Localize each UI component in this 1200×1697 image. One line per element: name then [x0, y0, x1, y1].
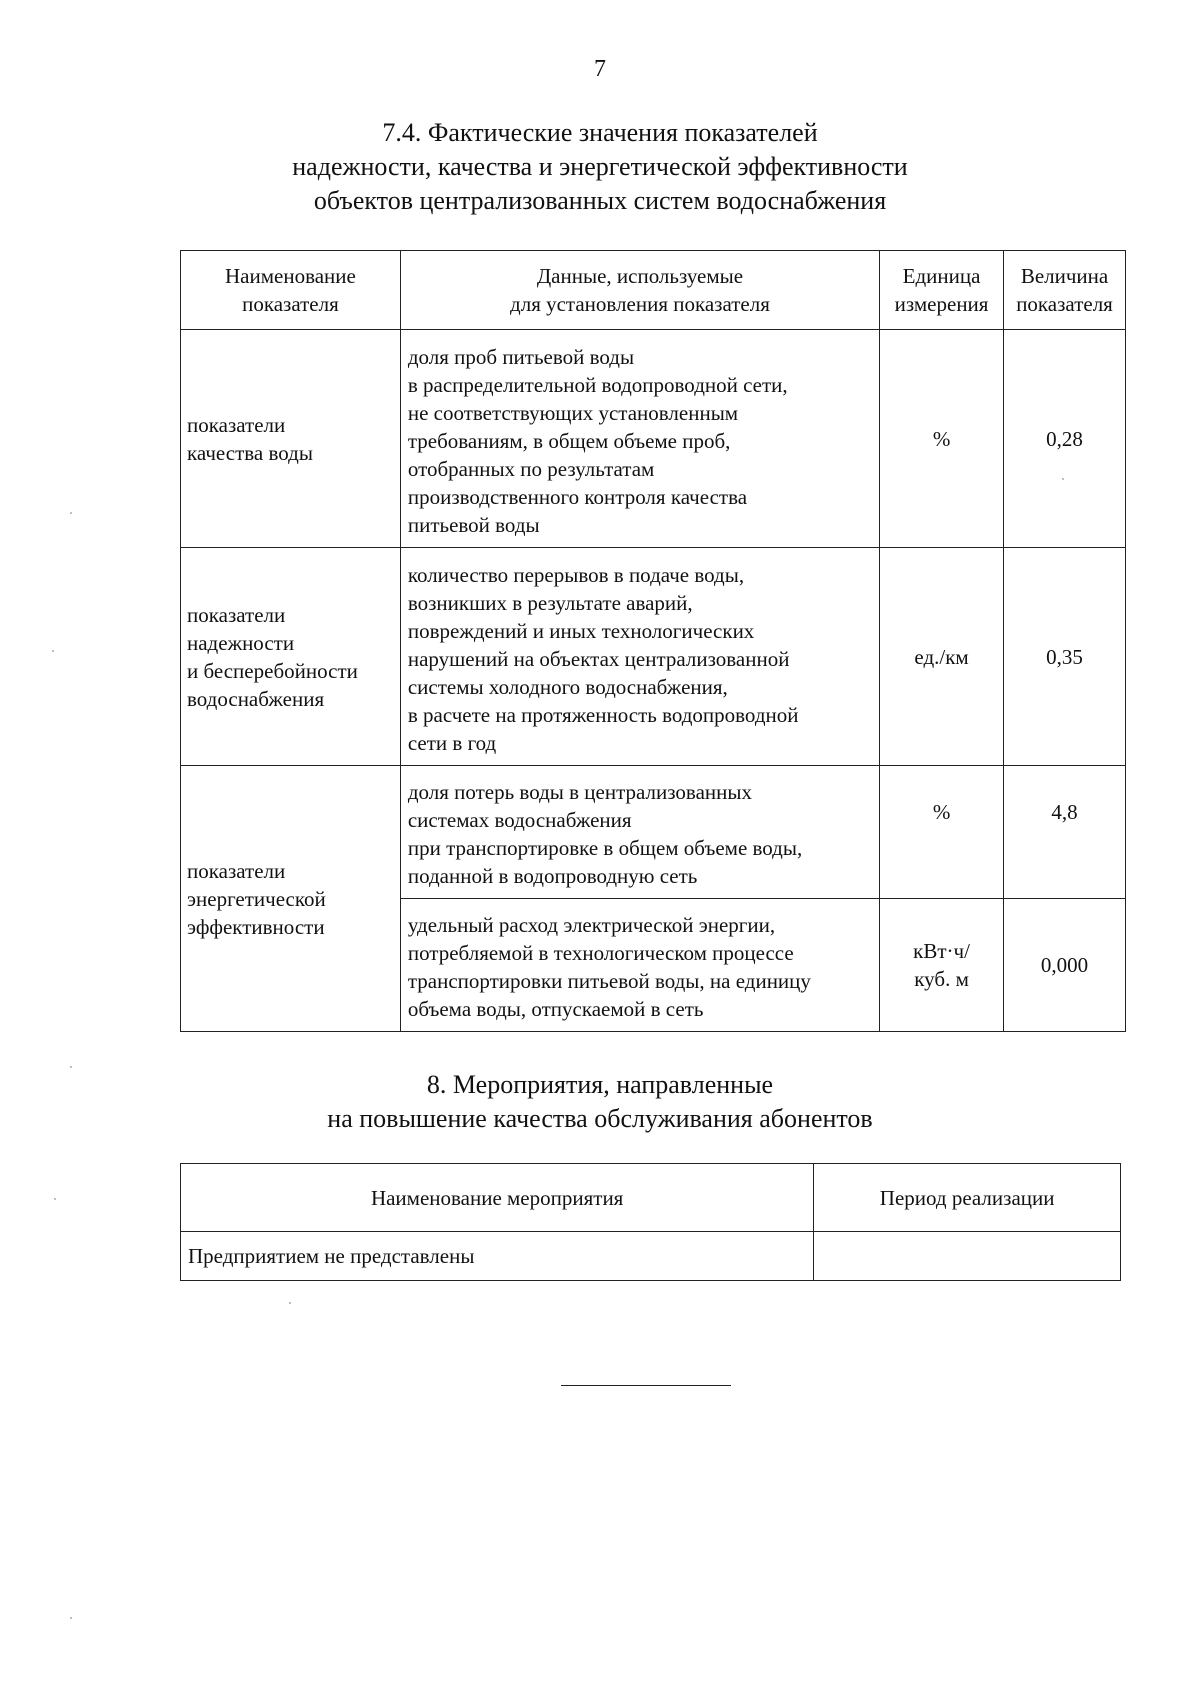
measures-table: [180, 1163, 1121, 1281]
table-row: [181, 548, 1126, 766]
header-indicator-name: [181, 251, 401, 330]
title-line: на повышение качества обслуживания абонентов: [327, 1104, 873, 1133]
section-7-4-title: [0, 116, 1200, 218]
cell-line: в распределительной водопроводной сети,: [407, 372, 788, 397]
header-measure-name: Наименование мероприятия: [181, 1164, 814, 1232]
value-cell: 0,35: [1004, 548, 1126, 766]
unit-cell: ед./км: [880, 548, 1004, 766]
cell-line: транспортировки питьевой воды, на единицу: [407, 969, 811, 993]
scan-speck: [289, 1302, 291, 1304]
value-cell: 0,000: [1004, 899, 1126, 1032]
header-line: показателя: [1016, 292, 1113, 316]
cell-line: показатели: [187, 858, 286, 883]
unit-cell: %: [880, 766, 1004, 899]
value-cell: 4,8: [1004, 766, 1126, 899]
cell-line: не соответствующих установленным: [407, 400, 739, 425]
scan-speck: [54, 1198, 56, 1200]
indicator-data-cell: [400, 330, 879, 548]
cell-line: нарушений на объектах централизованной: [407, 646, 790, 671]
section-8-title: [0, 1068, 1200, 1136]
cell-line: качества воды: [187, 440, 313, 465]
cell-line: системах водоснабжения: [407, 808, 632, 832]
end-divider: [561, 1385, 731, 1386]
title-line: 7.4. Фактические значения показателей: [382, 118, 818, 147]
cell-line: удельный расход электрической энергии,: [407, 913, 776, 937]
unit-cell: [880, 899, 1004, 1032]
header-line: Величина: [1020, 264, 1109, 288]
indicator-name-cell: [181, 548, 401, 766]
cell-line: эффективности: [187, 914, 325, 939]
cell-line: водоснабжения: [187, 686, 325, 711]
cell-line: показатели: [187, 602, 286, 627]
cell-line: кВт·ч/: [913, 939, 970, 963]
header-line: Наименование: [225, 264, 356, 288]
cell-line: питьевой воды: [407, 512, 540, 537]
header-line: Единица: [902, 264, 981, 288]
header-line: Данные, используемые: [536, 264, 744, 288]
scan-speck: [70, 512, 72, 514]
cell-line: возникших в результате аварий,: [407, 590, 693, 615]
value-cell: 0,28: [1004, 330, 1126, 548]
scan-speck: [1062, 478, 1064, 480]
cell-line: при транспортировке в общем объеме воды,: [407, 836, 803, 860]
header-line: измерения: [894, 292, 989, 316]
indicator-data-cell: [400, 899, 879, 1032]
header-period: Период реализации: [814, 1164, 1121, 1232]
indicator-data-cell: [400, 548, 879, 766]
cell-line: потребляемой в технологическом процессе: [407, 941, 794, 965]
cell-line: показатели: [187, 412, 286, 437]
table-header-row: [181, 251, 1126, 330]
table-header-row: [181, 1164, 1121, 1232]
cell-line: требованиям, в общем объеме проб,: [407, 428, 731, 453]
cell-line: в расчете на протяженность водопроводной: [407, 702, 799, 727]
scan-speck: [70, 1066, 72, 1068]
table-row: [181, 766, 1126, 899]
cell-line: доля проб питьевой воды: [407, 344, 635, 369]
cell-line: энергетической: [187, 886, 326, 911]
scan-speck: [70, 1617, 72, 1619]
title-line: объектов централизованных систем водоснабжения: [313, 186, 887, 215]
cell-line: производственного контроля качества: [407, 484, 748, 509]
unit-cell: %: [880, 330, 1004, 548]
indicator-data-cell: [400, 766, 879, 899]
indicators-table: [180, 250, 1126, 1032]
table-row: [181, 330, 1126, 548]
period-cell: [814, 1232, 1121, 1281]
title-line: 8. Мероприятия, направленные: [426, 1070, 774, 1099]
cell-line: количество перерывов в подаче воды,: [407, 562, 745, 587]
header-value: [1004, 251, 1126, 330]
cell-line: системы холодного водоснабжения,: [407, 674, 728, 699]
cell-line: объема воды, отпускаемой в сеть: [407, 997, 704, 1021]
measure-name-cell: Предприятием не представлены: [181, 1232, 814, 1281]
page-number: 7: [594, 56, 606, 82]
cell-line: поданной в водопроводную сеть: [407, 864, 698, 888]
header-line: показателя: [242, 292, 339, 316]
cell-line: и бесперебойности: [187, 658, 358, 683]
indicator-name-cell: [181, 330, 401, 548]
indicator-name-cell: [181, 766, 401, 1032]
header-data: [400, 251, 879, 330]
header-line: для установления показателя: [510, 292, 770, 316]
cell-line: повреждений и иных технологических: [407, 618, 755, 643]
cell-line: куб. м: [914, 967, 969, 991]
header-unit: [880, 251, 1004, 330]
cell-line: надежности: [187, 630, 295, 655]
table-row: [181, 1232, 1121, 1281]
title-line: надежности, качества и энергетической эффективности: [292, 152, 908, 181]
cell-line: доля потерь воды в централизованных: [407, 780, 752, 804]
cell-line: сети в год: [407, 730, 497, 755]
scan-speck: [52, 650, 54, 652]
cell-line: отобранных по результатам: [407, 456, 655, 481]
